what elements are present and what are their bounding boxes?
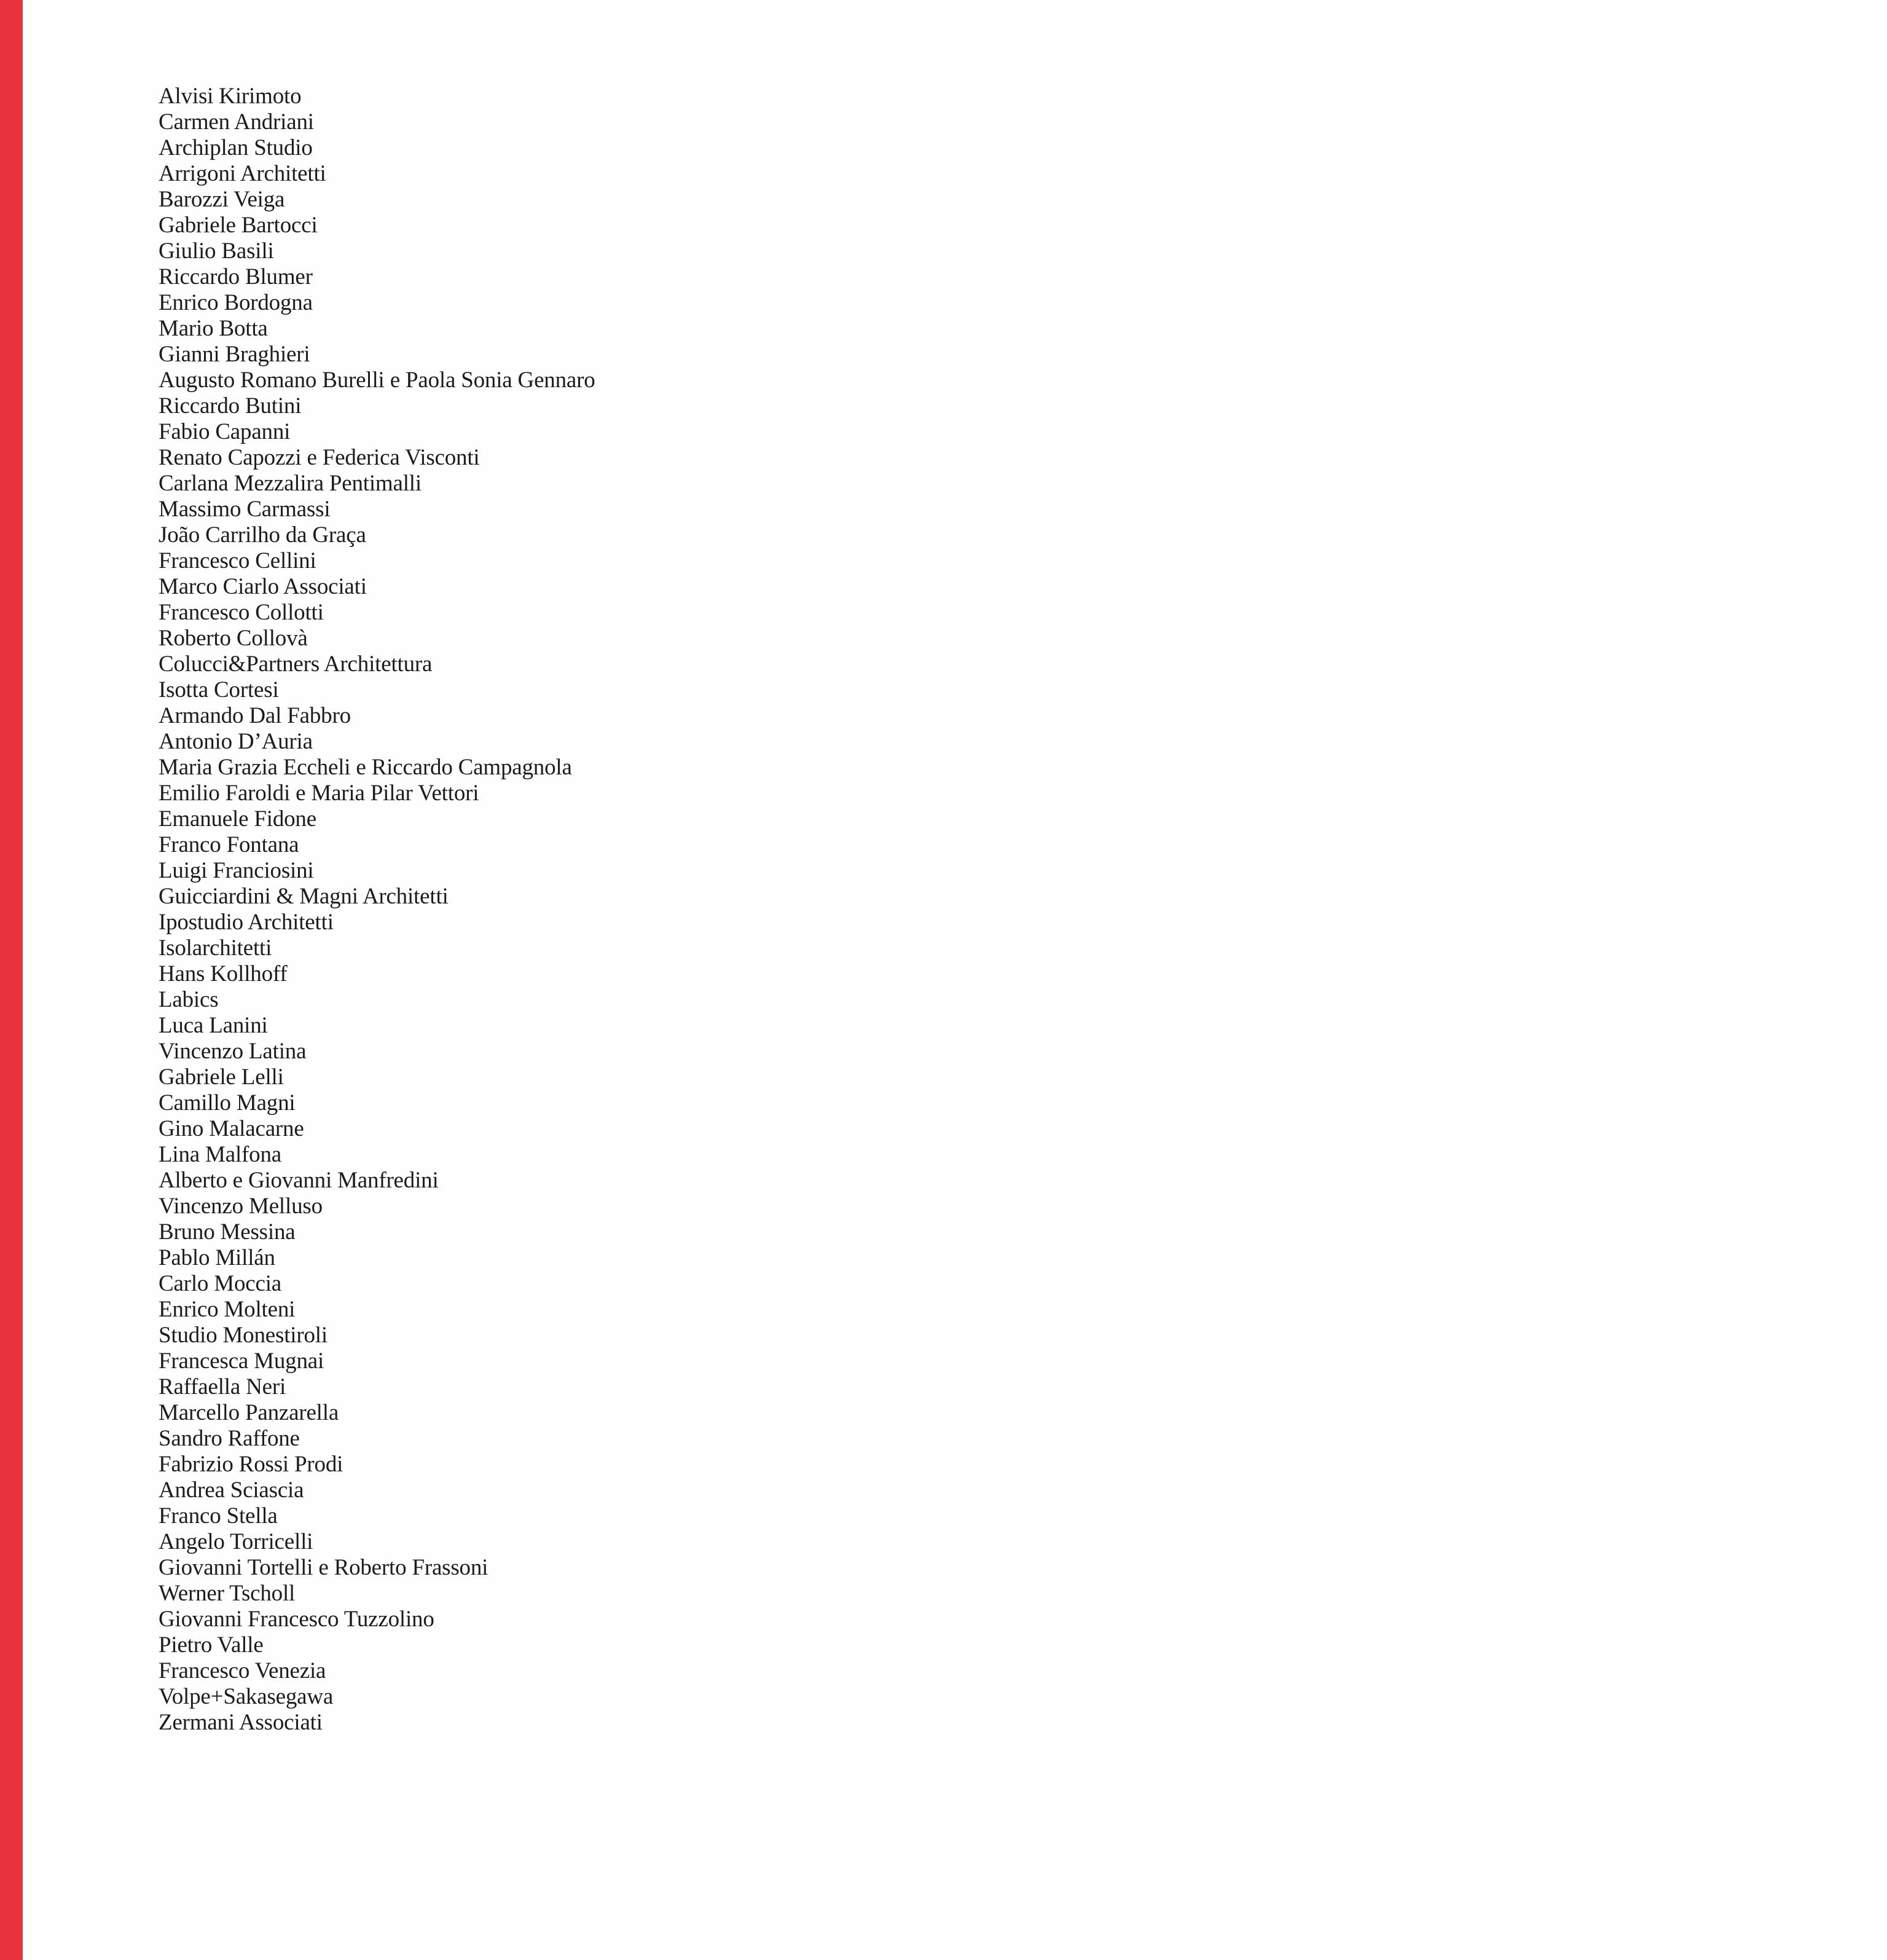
- list-item: Gabriele Lelli: [159, 1065, 284, 1090]
- list-item: Archiplan Studio: [159, 135, 313, 160]
- list-item: Hans Kollhoff: [159, 961, 288, 986]
- list-item: Franco Fontana: [159, 832, 299, 857]
- list-item: Ipostudio Architetti: [159, 910, 334, 935]
- list-item: Maria Grazia Eccheli e Riccardo Campagnola: [159, 755, 572, 780]
- list-item: Roberto Collovà: [159, 626, 308, 651]
- list-item: Carmen Andriani: [159, 109, 314, 135]
- list-item: Antonio D’Auria: [159, 729, 313, 754]
- list-item: Enrico Molteni: [159, 1297, 296, 1322]
- list-item: Pietro Valle: [159, 1632, 264, 1658]
- list-item: Giulio Basili: [159, 238, 274, 264]
- list-item: Luigi Franciosini: [159, 858, 314, 883]
- list-item: Renato Capozzi e Federica Visconti: [159, 445, 480, 470]
- list-item: Arrigoni Architetti: [159, 161, 326, 186]
- list-item: Bruno Messina: [159, 1219, 296, 1245]
- list-item: Carlana Mezzalira Pentimalli: [159, 471, 422, 496]
- list-item: Pablo Millán: [159, 1245, 275, 1270]
- list-item: Alberto e Giovanni Manfredini: [159, 1168, 439, 1193]
- list-item: Emilio Faroldi e Maria Pilar Vettori: [159, 781, 479, 806]
- list-item: Lina Malfona: [159, 1142, 281, 1167]
- list-item: Francesco Cellini: [159, 548, 316, 573]
- list-item: Alvisi Kirimoto: [159, 84, 302, 109]
- list-item: Franco Stella: [159, 1503, 278, 1529]
- list-item: Massimo Carmassi: [159, 497, 331, 522]
- list-item: Gino Malacarne: [159, 1116, 304, 1141]
- list-item: Mario Botta: [159, 316, 268, 341]
- list-item: Raffaella Neri: [159, 1374, 286, 1399]
- list-item: Andrea Sciascia: [159, 1478, 304, 1503]
- list-item: Vincenzo Latina: [159, 1039, 307, 1064]
- list-item: Augusto Romano Burelli e Paola Sonia Gennaro: [159, 368, 595, 393]
- list-item: Angelo Torricelli: [159, 1529, 313, 1554]
- list-item: Marcello Panzarella: [159, 1400, 339, 1425]
- list-item: Isotta Cortesi: [159, 677, 279, 703]
- list-item: Armando Dal Fabbro: [159, 703, 351, 728]
- list-item: João Carrilho da Graça: [159, 522, 366, 548]
- list-item: Barozzi Veiga: [159, 187, 285, 212]
- list-item: Volpe+Sakasegawa: [159, 1684, 334, 1709]
- list-item: Marco Ciarlo Associati: [159, 574, 367, 599]
- list-item: Vincenzo Melluso: [159, 1194, 323, 1219]
- list-item: Riccardo Butini: [159, 393, 302, 419]
- list-item: Isolarchitetti: [159, 935, 272, 961]
- list-item: Studio Monestiroli: [159, 1323, 328, 1348]
- list-item: Enrico Bordogna: [159, 290, 313, 315]
- list-item: Camillo Magni: [159, 1090, 296, 1116]
- list-item: Colucci&Partners Architettura: [159, 651, 433, 677]
- list-item: Carlo Moccia: [159, 1271, 281, 1296]
- list-item: Francesco Venezia: [159, 1658, 326, 1683]
- list-item: Riccardo Blumer: [159, 264, 313, 289]
- architects-name-list: [159, 84, 595, 1736]
- list-item: Luca Lanini: [159, 1013, 268, 1038]
- list-item: Francesca Mugnai: [159, 1348, 324, 1374]
- list-item: Emanuele Fidone: [159, 806, 316, 832]
- list-item: Giovanni Tortelli e Roberto Frassoni: [159, 1555, 488, 1580]
- list-item: Labics: [159, 987, 219, 1012]
- list-item: Giovanni Francesco Tuzzolino: [159, 1607, 434, 1632]
- list-item: Gianni Braghieri: [159, 342, 310, 367]
- list-item: Fabrizio Rossi Prodi: [159, 1452, 343, 1477]
- list-item: Sandro Raffone: [159, 1426, 300, 1451]
- list-item: Werner Tscholl: [159, 1581, 296, 1606]
- list-item: Fabio Capanni: [159, 419, 291, 444]
- list-item: Gabriele Bartocci: [159, 213, 318, 238]
- list-item: Zermani Associati: [159, 1710, 323, 1735]
- red-edge-band: [0, 0, 23, 1960]
- list-item: Francesco Collotti: [159, 600, 324, 625]
- list-item: Guicciardini & Magni Architetti: [159, 884, 449, 909]
